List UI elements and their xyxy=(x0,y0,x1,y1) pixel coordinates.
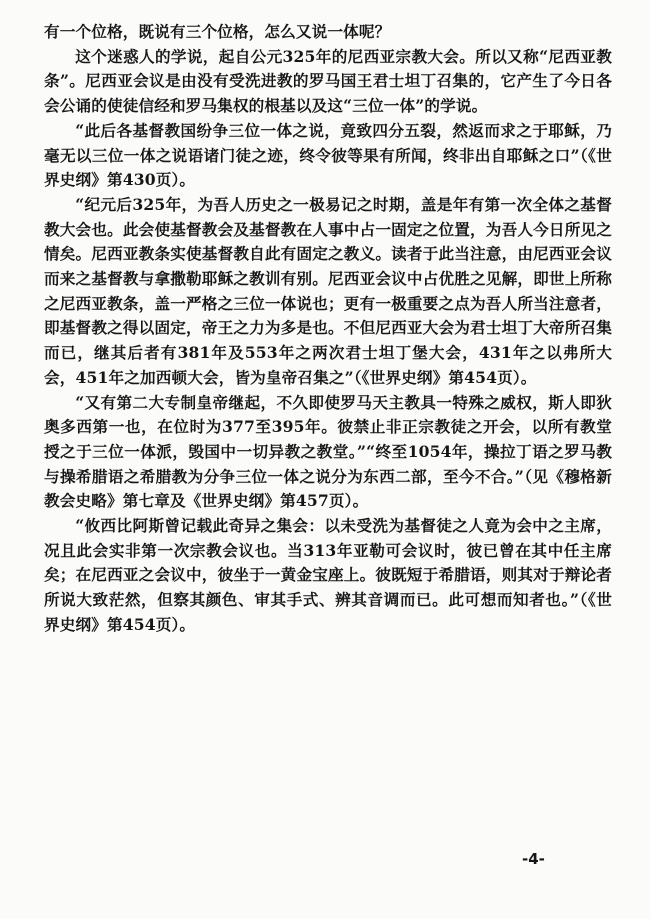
paragraph-1: 有一个位格，既说有三个位格，怎么又说一体呢？ xyxy=(44,22,391,41)
paragraph-5: “又有第二大专制皇帝继起，不久即使罗马天主教具一特殊之威权，斯人即狄奥多西第一也，在位时为377至395年。彼禁止非正宗教徒之开会，以所有教堂授之于三位一体派，毁国中一切异教之教堂。”“终至1054年，操拉丁语之罗马教与操希腊语之希腊教为分争三位一体之说分为东西二部，至今不合。”（见《穆格新教会史略》第七章及《世界史纲》第457页）。 xyxy=(44,392,612,511)
paragraph-4: “纪元后325年，为吾人历史之一极易记之时期，盖是年有第一次全体之基督教大会也。此会使基督教会及基督教在人事中占一固定之位置，为吾人今日所见之情矣。尼西亚教条实使基督教自此有固定之教义。读者于此当注意，由尼西亚会议而来之基督教与拿撒勒耶稣之教训有别。尼西亚会议中占优胜之见解，即世上所称之尼西亚教条，盖一严格之三位一体说也；更有一极重要之点为吾人所当注意者，即基督教之得以固定，帝王之力为多是也。不但尼西亚大会为君士坦丁大帝所召集而已，继其后者有381年及553年之两次君士坦丁堡大会，431年之以弗所大会，451年之加西顿大会，皆为皇帝召集之”（《世界史纲》第454页）。 xyxy=(44,194,612,387)
page-number: -4- xyxy=(522,850,545,868)
paragraph-6: “攸西比阿斯曾记载此奇异之集会：以未受洗为基督徒之人竟为会中之主席，况且此会实非第一次宗教会议也。当313年亚勒可会议时，彼已曾在其中任主席矣；在尼西亚之会议中，彼坐于一黄金宝座上。彼既短于希腊语，则其对于辩论者所说大致茫然，但察其颜色、审其手式、辨其音调而已。此可想而知者也。”（《世界史纲》第454页）。 xyxy=(44,516,612,634)
paragraph-3: “此后各基督教国纷争三位一体之说，竟致四分五裂，然返而求之于耶稣，乃毫无以三位一体之说语诸门徒之迹，终令彼等果有所闻，终非出自耶稣之口”（《世界史纲》第430页）。 xyxy=(44,120,612,190)
paragraph-2: 这个迷惑人的学说，起自公元325年的尼西亚宗教大会。所以又称“尼西亚教条”。尼西亚会议是由没有受洗进教的罗马国王君士坦丁召集的，它产生了今日各会公诵的使徒信经和罗马集权的根基以及这“三位一体”的学说。 xyxy=(44,46,612,116)
